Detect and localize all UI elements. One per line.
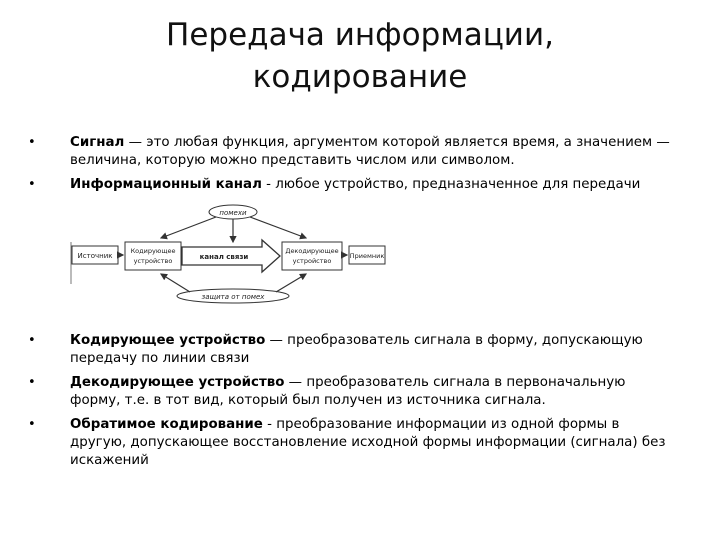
bullet-text: — преобразователь сигнала в форму, допускающую передачу по линии связи xyxy=(70,333,643,366)
protection-label: защита от помех xyxy=(201,293,265,301)
noise-arrow-left xyxy=(161,217,216,238)
protection-arrow-right xyxy=(276,274,306,292)
bullet-list-bottom xyxy=(28,332,678,470)
bullet-item-signal xyxy=(28,134,678,170)
bullet-list-top xyxy=(28,134,678,194)
decoder-label-2: устройство xyxy=(292,257,332,265)
communication-diagram xyxy=(66,198,386,308)
encoder-label-1: Кодирующее xyxy=(130,247,176,255)
bullet-item-reversible xyxy=(28,416,678,470)
bullet-term: Обратимое кодирование xyxy=(70,417,263,432)
bullet-text: - преобразование информации из одной формы в другую, допускающее восстановление исходной формы информации (сигнала) без искажений xyxy=(70,417,666,468)
decoder-label-1: Декодирующее xyxy=(285,247,339,255)
slide-title xyxy=(60,14,660,98)
bullet-item-decoder xyxy=(28,374,678,410)
bullet-term: Информационный канал xyxy=(70,177,262,192)
noise-label: помехи xyxy=(219,209,247,217)
bullet-term: Декодирующее устройство xyxy=(70,375,285,390)
channel-label: канал связи xyxy=(199,253,249,261)
bullet-text: — преобразователь сигнала в первоначальную форму, т.е. в тот вид, который был получен из источника сигнала. xyxy=(70,375,626,408)
bullet-term: Сигнал xyxy=(70,135,125,150)
bullet-term: Кодирующее устройство xyxy=(70,333,266,348)
bullet-text: — это любая функция, аргументом которой является время, а значением — величина, которую можно представить числом или символом. xyxy=(70,135,670,168)
bullet-item-channel xyxy=(28,176,678,194)
slide-title-line-2: кодирование xyxy=(252,59,468,95)
protection-arrow-left xyxy=(161,274,190,292)
source-label: Источник xyxy=(77,252,113,260)
bullet-text: - любое устройство, предназначенное для передачи xyxy=(261,177,641,192)
noise-arrow-right xyxy=(250,217,306,238)
encoder-label-2: устройство xyxy=(133,257,173,265)
receiver-label: Приемник xyxy=(349,252,385,260)
bullet-item-encoder xyxy=(28,332,678,368)
slide-title-line-1: Передача информации, xyxy=(166,17,554,53)
